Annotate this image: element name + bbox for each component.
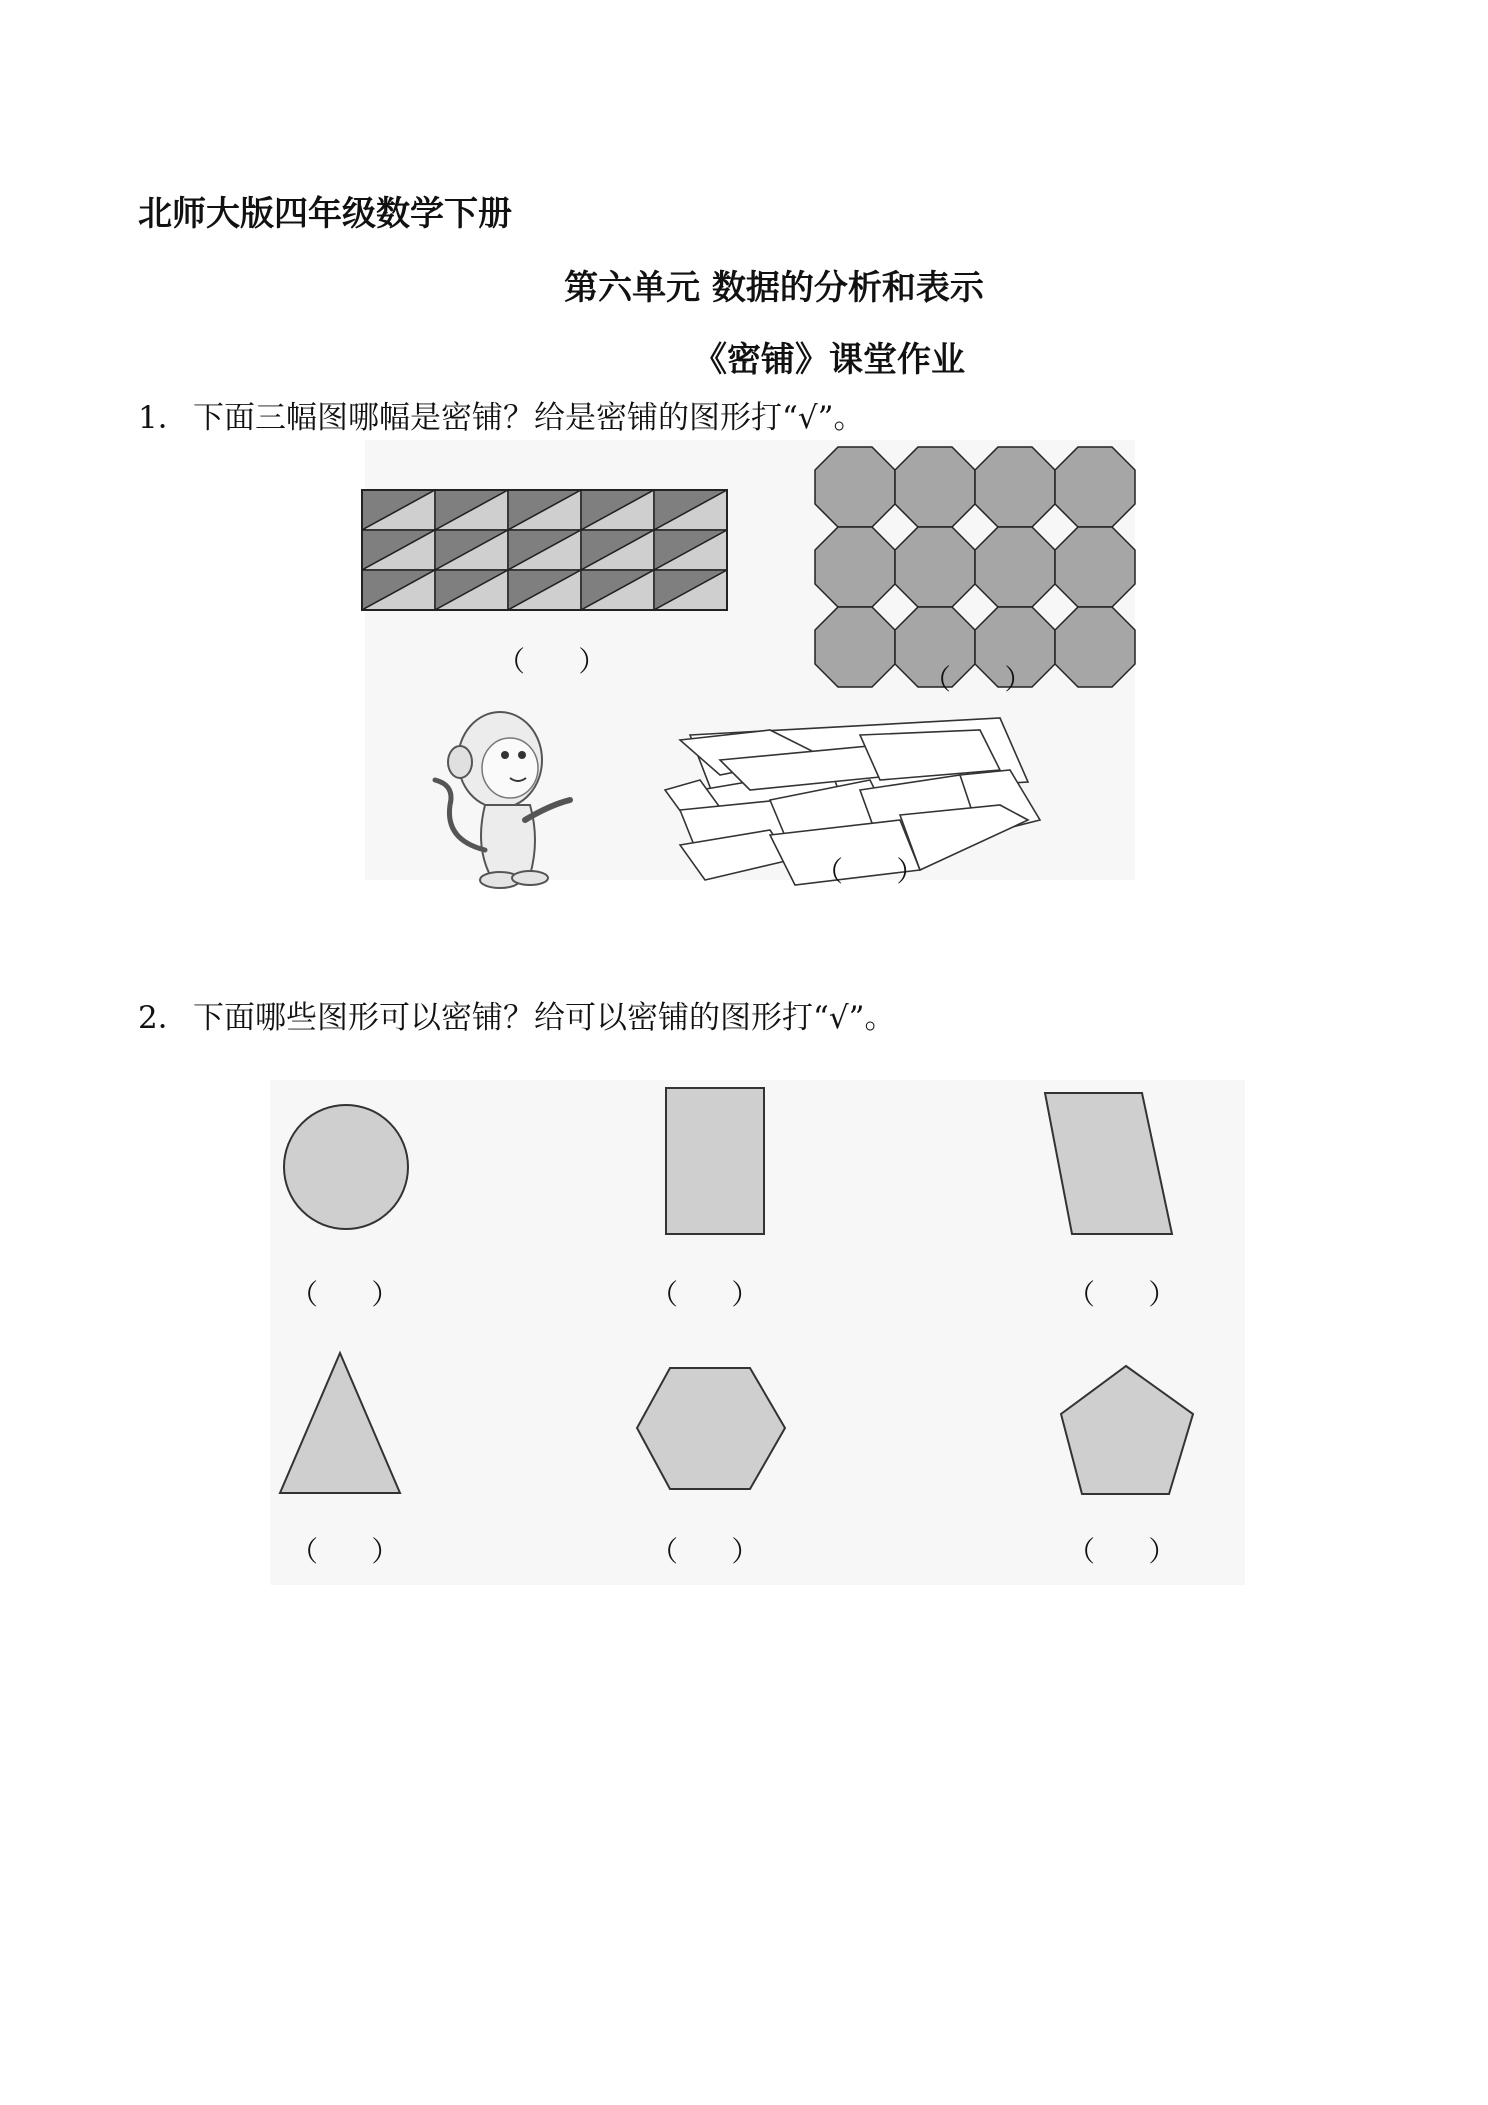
q2-answer-blank-parallelogram[interactable]: （ ） — [1067, 1278, 1177, 1311]
q1-answer-blank-1[interactable]: （ ） — [497, 645, 607, 678]
unit-title: 第六单元 数据的分析和表示 — [564, 268, 984, 308]
octagon-tile — [975, 527, 1055, 607]
octagon-tile — [895, 527, 975, 607]
octagon-tile — [1055, 447, 1135, 527]
octagon-tile — [1055, 607, 1135, 687]
q2-answer-blank-hexagon[interactable]: （ ） — [650, 1535, 760, 1568]
octagon-tiling-figure — [815, 447, 1135, 687]
q2-answer-blank-circle[interactable]: （ ） — [290, 1278, 400, 1311]
lesson-title: 《密铺》课堂作业 — [693, 340, 965, 380]
triangle-tiling-figure — [362, 490, 727, 610]
question-number: 2． — [138, 1000, 189, 1036]
octagon-tile — [815, 527, 895, 607]
question-text: 下面三幅图哪幅是密铺？给是密铺的图形打“√”。 — [193, 400, 865, 436]
q1-answer-blank-2[interactable]: （ ） — [923, 663, 1033, 696]
q2-answer-blank-pentagon[interactable]: （ ） — [1067, 1535, 1177, 1568]
question-number: 1． — [138, 400, 189, 436]
question-text: 下面哪些图形可以密铺？给可以密铺的图形打“√”。 — [193, 1000, 896, 1036]
circle-shape — [284, 1105, 408, 1229]
q2-answer-blank-rectangle[interactable]: （ ） — [650, 1278, 760, 1311]
octagon-tile — [975, 447, 1055, 527]
q2-answer-blank-triangle[interactable]: （ ） — [290, 1535, 400, 1568]
octagon-tile — [1055, 527, 1135, 607]
octagon-tile — [815, 447, 895, 527]
q1-answer-blank-3[interactable]: （ ） — [815, 855, 925, 888]
book-title: 北师大版四年级数学下册 — [138, 194, 512, 234]
octagon-tile — [815, 607, 895, 687]
rectangle-shape — [666, 1088, 764, 1234]
octagon-tile — [895, 447, 975, 527]
question-2 — [138, 992, 895, 1037]
